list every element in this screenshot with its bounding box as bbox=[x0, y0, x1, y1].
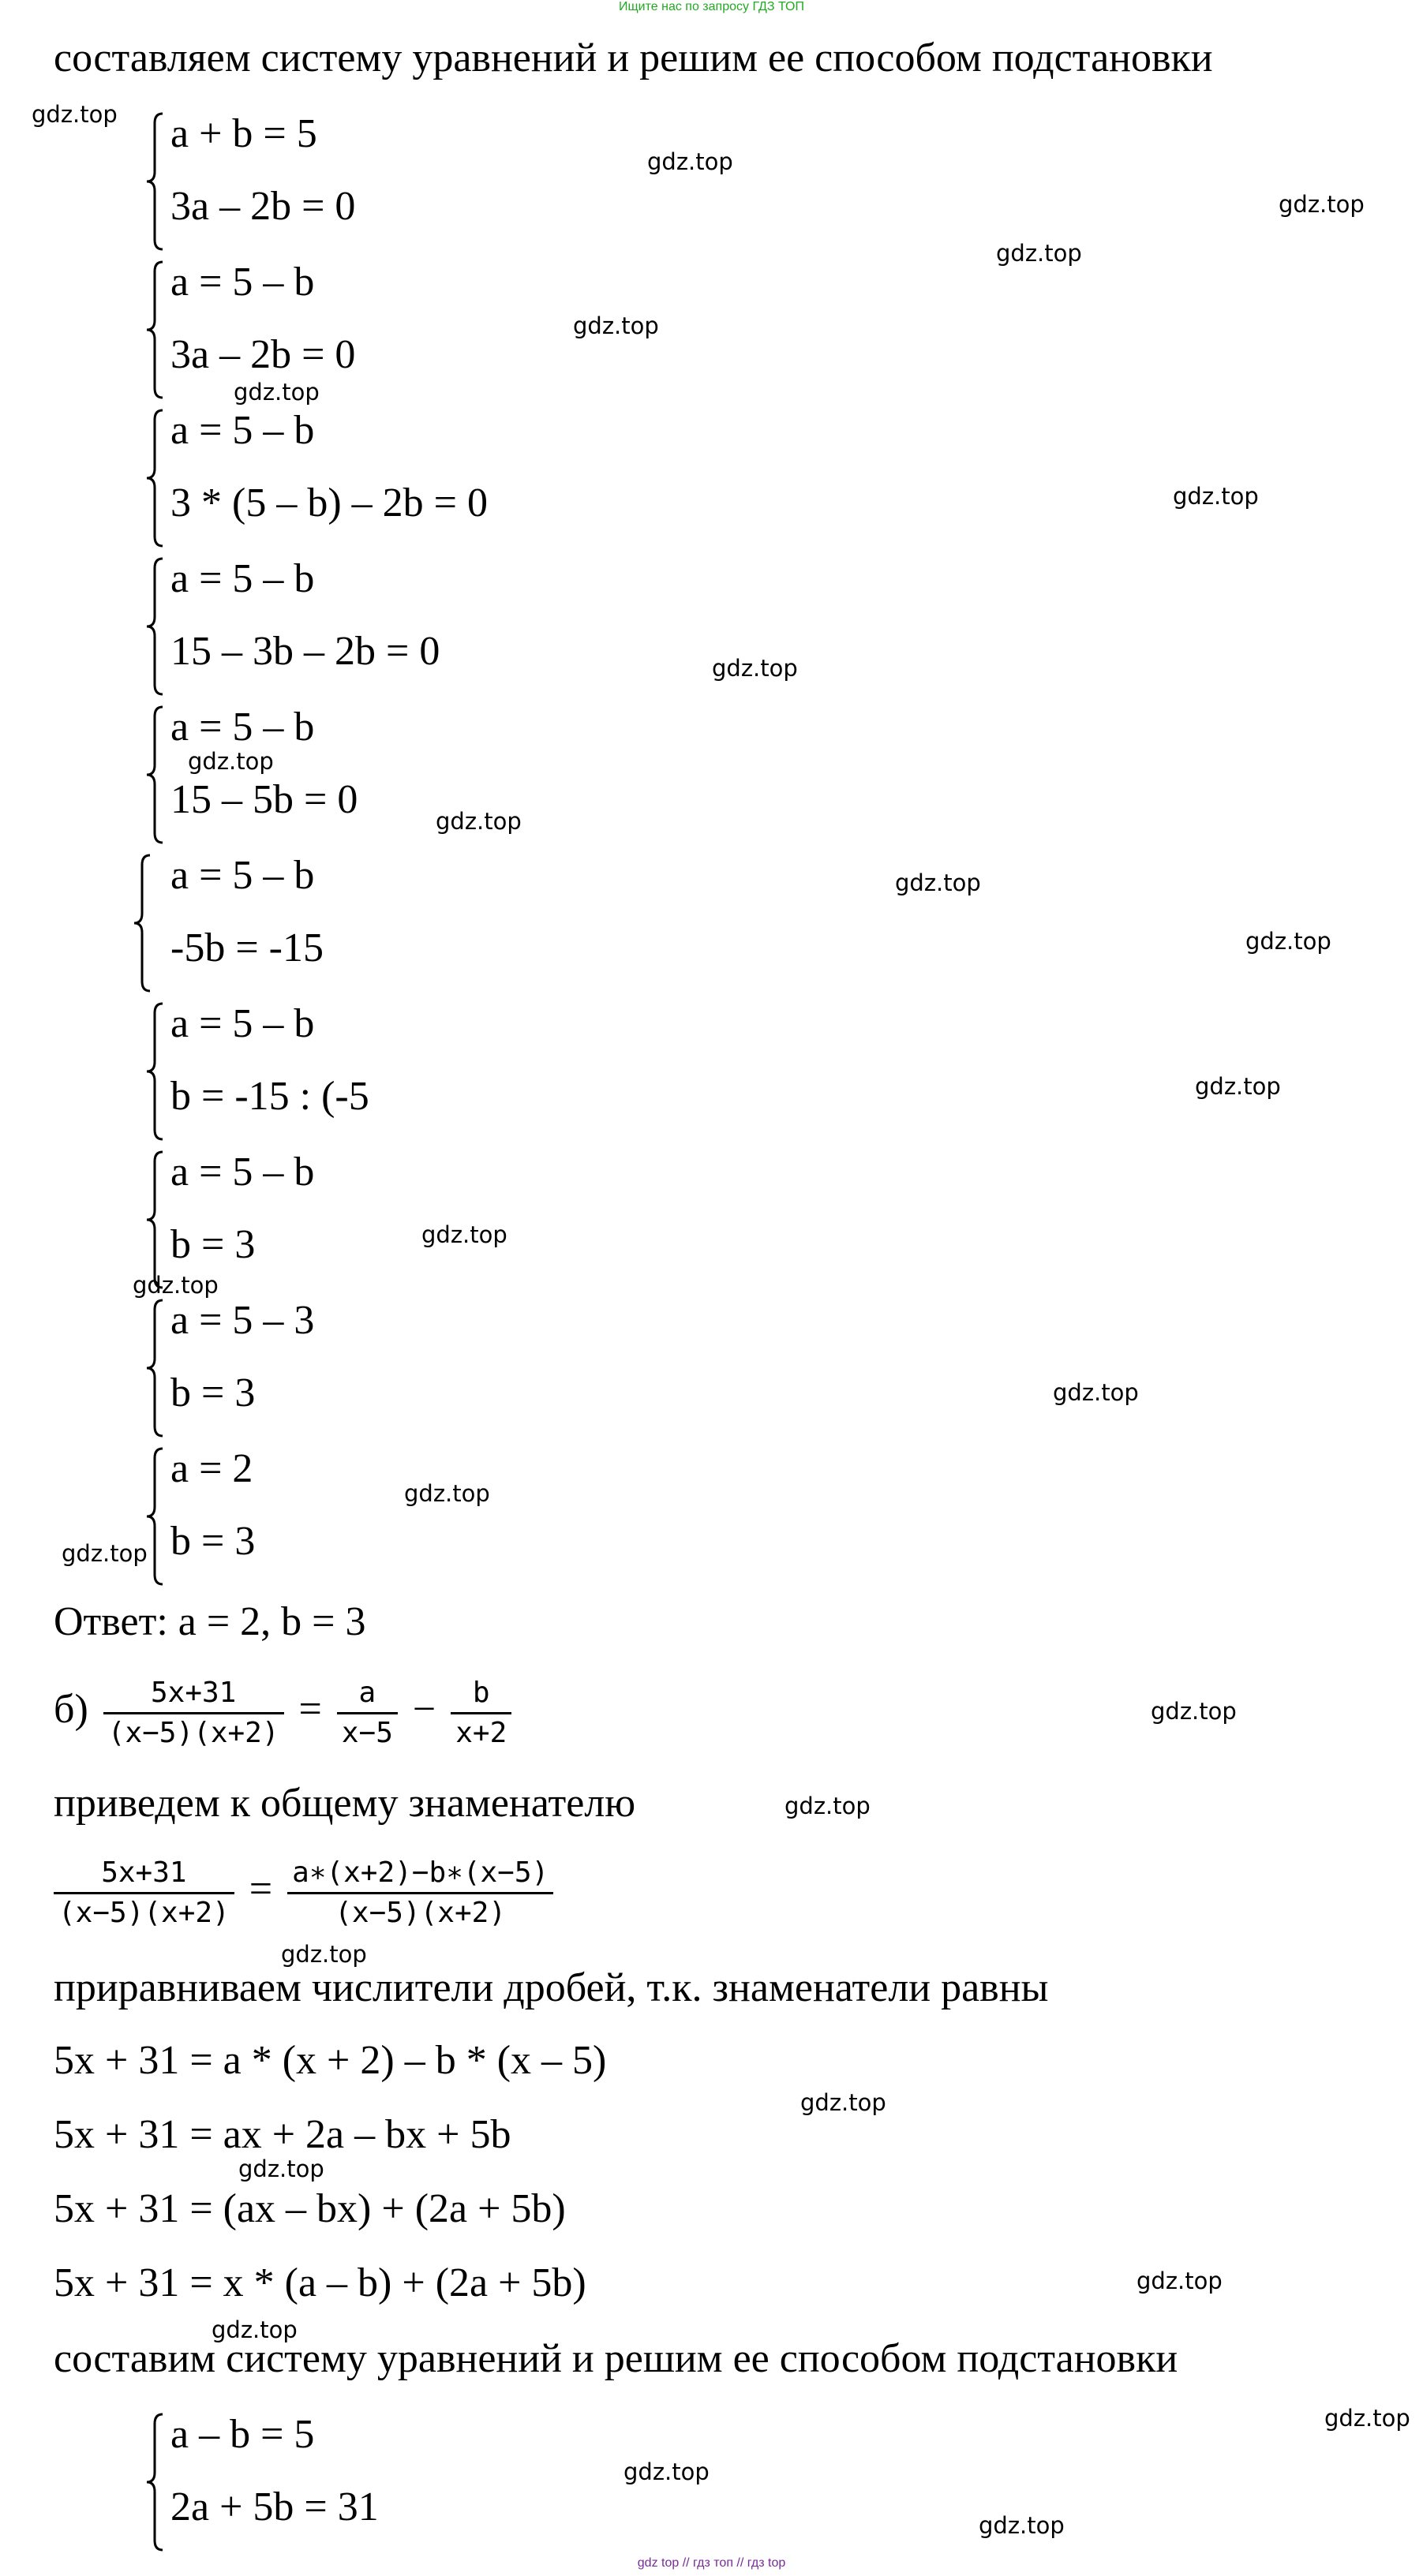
fraction-lhs bbox=[54, 1854, 234, 1932]
fraction-denominator: x+2 bbox=[455, 1716, 507, 1749]
part-b-equation bbox=[54, 1666, 516, 1753]
system-equation-2: 3a – 2b = 0 bbox=[170, 184, 356, 229]
equation-system bbox=[145, 1297, 698, 1439]
system-equation-2: b = -15 : (-5 bbox=[170, 1074, 369, 1119]
system-equation-2: 3a – 2b = 0 bbox=[170, 332, 356, 377]
system-equation-1: a – b = 5 bbox=[170, 2412, 315, 2457]
equation-system bbox=[145, 407, 698, 549]
fraction-numerator: a∗(x+2)−b∗(x−5) bbox=[287, 1854, 553, 1894]
system-equation-2: b = 3 bbox=[170, 1222, 256, 1267]
watermark: gdz.top bbox=[996, 240, 1082, 267]
watermark: gdz.top bbox=[133, 1272, 219, 1299]
equation-system bbox=[145, 110, 698, 252]
fraction-numerator: b bbox=[451, 1674, 511, 1714]
bottom-site-link[interactable]: gdz top // гдз топ // гдз top bbox=[637, 2556, 786, 2570]
expansion-line: 5x + 31 = a * (x + 2) – b * (x – 5) bbox=[54, 2038, 607, 2083]
fraction-numerator: 5x+31 bbox=[54, 1854, 234, 1894]
watermark: gdz.top bbox=[647, 148, 733, 175]
system-equation-1: a = 5 – b bbox=[170, 705, 315, 750]
watermark: gdz.top bbox=[1195, 1073, 1281, 1100]
equation-system bbox=[145, 1445, 698, 1587]
expansion-line: 5x + 31 = ax + 2a – bx + 5b bbox=[54, 2112, 511, 2157]
system-equation-1: a = 5 – b bbox=[170, 1150, 315, 1195]
top-site-link[interactable]: Ищите нас по запросу ГДЗ ТОП bbox=[619, 0, 804, 13]
common-denominator-equation bbox=[49, 1846, 558, 1933]
brace-icon bbox=[145, 2413, 164, 2552]
equation-system bbox=[145, 704, 698, 846]
brace-icon bbox=[145, 260, 164, 399]
watermark: gdz.top bbox=[1245, 928, 1331, 955]
system-equation-1: a = 5 – b bbox=[170, 853, 315, 898]
watermark: gdz.top bbox=[785, 1793, 871, 1819]
fraction-lhs bbox=[103, 1674, 284, 1752]
fraction-a bbox=[337, 1674, 398, 1752]
watermark: gdz.top bbox=[1137, 2268, 1223, 2294]
system-equation-1: a + b = 5 bbox=[170, 111, 317, 156]
equation-system bbox=[126, 852, 679, 994]
final-equation-system bbox=[145, 2411, 698, 2553]
equation-system bbox=[145, 1149, 698, 1291]
system-equation-1: a = 5 – b bbox=[170, 1001, 315, 1046]
fraction-rhs bbox=[287, 1854, 553, 1932]
brace-icon bbox=[145, 1299, 164, 1438]
system-equation-2: b = 3 bbox=[170, 1519, 256, 1564]
heading-system-compose: составим систему уравнений и решим ее способом подстановки bbox=[54, 2336, 1178, 2381]
brace-icon bbox=[145, 705, 164, 844]
fraction-denominator: x−5 bbox=[341, 1716, 393, 1749]
minus-sign: − bbox=[412, 1687, 436, 1732]
system-equation-2: 15 – 5b = 0 bbox=[170, 777, 358, 822]
watermark: gdz.top bbox=[1173, 483, 1259, 510]
system-equation-1: a = 2 bbox=[170, 1446, 253, 1491]
watermark: gdz.top bbox=[188, 748, 274, 775]
brace-icon bbox=[126, 854, 158, 993]
common-denominator-text: приведем к общему знаменателю bbox=[54, 1781, 636, 1826]
system-equation-2: 15 – 3b – 2b = 0 bbox=[170, 629, 440, 674]
watermark: gdz.top bbox=[1053, 1379, 1139, 1406]
watermark: gdz.top bbox=[436, 808, 522, 835]
fraction-b bbox=[451, 1674, 511, 1752]
system-equation-1: a = 5 – b bbox=[170, 556, 315, 601]
watermark: gdz.top bbox=[712, 655, 798, 682]
watermark: gdz.top bbox=[1279, 191, 1365, 218]
watermark: gdz.top bbox=[212, 2316, 298, 2343]
brace-icon bbox=[145, 112, 164, 251]
part-b-label: б) bbox=[54, 1687, 88, 1732]
equals-sign: = bbox=[298, 1687, 322, 1732]
expansion-line: 5x + 31 = x * (a – b) + (2a + 5b) bbox=[54, 2260, 586, 2305]
watermark: gdz.top bbox=[573, 312, 659, 339]
watermark: gdz.top bbox=[800, 2089, 886, 2116]
system-equation-2: -5b = -15 bbox=[170, 925, 324, 970]
fraction-denominator: (x−5)(x+2) bbox=[58, 1896, 230, 1929]
brace-icon bbox=[145, 1150, 164, 1289]
equation-system bbox=[145, 555, 698, 697]
equation-system bbox=[145, 1000, 698, 1142]
watermark: gdz.top bbox=[1151, 1698, 1237, 1725]
watermark: gdz.top bbox=[623, 2458, 710, 2485]
watermark: gdz.top bbox=[421, 1221, 507, 1248]
heading-system-intro: составляем систему уравнений и решим ее способом подстановки bbox=[54, 36, 1213, 80]
brace-icon bbox=[145, 557, 164, 696]
system-equation-1: a = 5 – 3 bbox=[170, 1298, 315, 1343]
watermark: gdz.top bbox=[62, 1540, 148, 1567]
system-equation-2: b = 3 bbox=[170, 1370, 256, 1415]
system-equation-1: a = 5 – b bbox=[170, 260, 315, 305]
fraction-numerator: a bbox=[337, 1674, 398, 1714]
fraction-denominator: (x−5)(x+2) bbox=[335, 1896, 506, 1929]
watermark: gdz.top bbox=[404, 1480, 490, 1507]
watermark: gdz.top bbox=[234, 379, 320, 406]
expansion-line: 5x + 31 = (ax – bx) + (2a + 5b) bbox=[54, 2186, 566, 2231]
equals-sign: = bbox=[249, 1867, 273, 1912]
system-equation-1: a = 5 – b bbox=[170, 408, 315, 453]
watermark: gdz.top bbox=[1324, 2405, 1410, 2432]
watermark: gdz.top bbox=[32, 101, 118, 128]
system-equation-2: 2a + 5b = 31 bbox=[170, 2484, 379, 2529]
watermark: gdz.top bbox=[281, 1941, 367, 1968]
watermark: gdz.top bbox=[979, 2512, 1065, 2539]
system-equation-2: 3 * (5 – b) – 2b = 0 bbox=[170, 480, 488, 525]
brace-icon bbox=[145, 409, 164, 548]
watermark: gdz.top bbox=[238, 2155, 324, 2182]
brace-icon bbox=[145, 1447, 164, 1586]
watermark: gdz.top bbox=[895, 869, 981, 896]
fraction-numerator: 5x+31 bbox=[103, 1674, 284, 1714]
brace-icon bbox=[145, 1002, 164, 1141]
equate-numerators-text: приравниваем числители дробей, т.к. знаменатели равны bbox=[54, 1965, 1049, 2010]
answer-line: Ответ: a = 2, b = 3 bbox=[54, 1599, 366, 1644]
fraction-denominator: (x−5)(x+2) bbox=[107, 1716, 279, 1749]
